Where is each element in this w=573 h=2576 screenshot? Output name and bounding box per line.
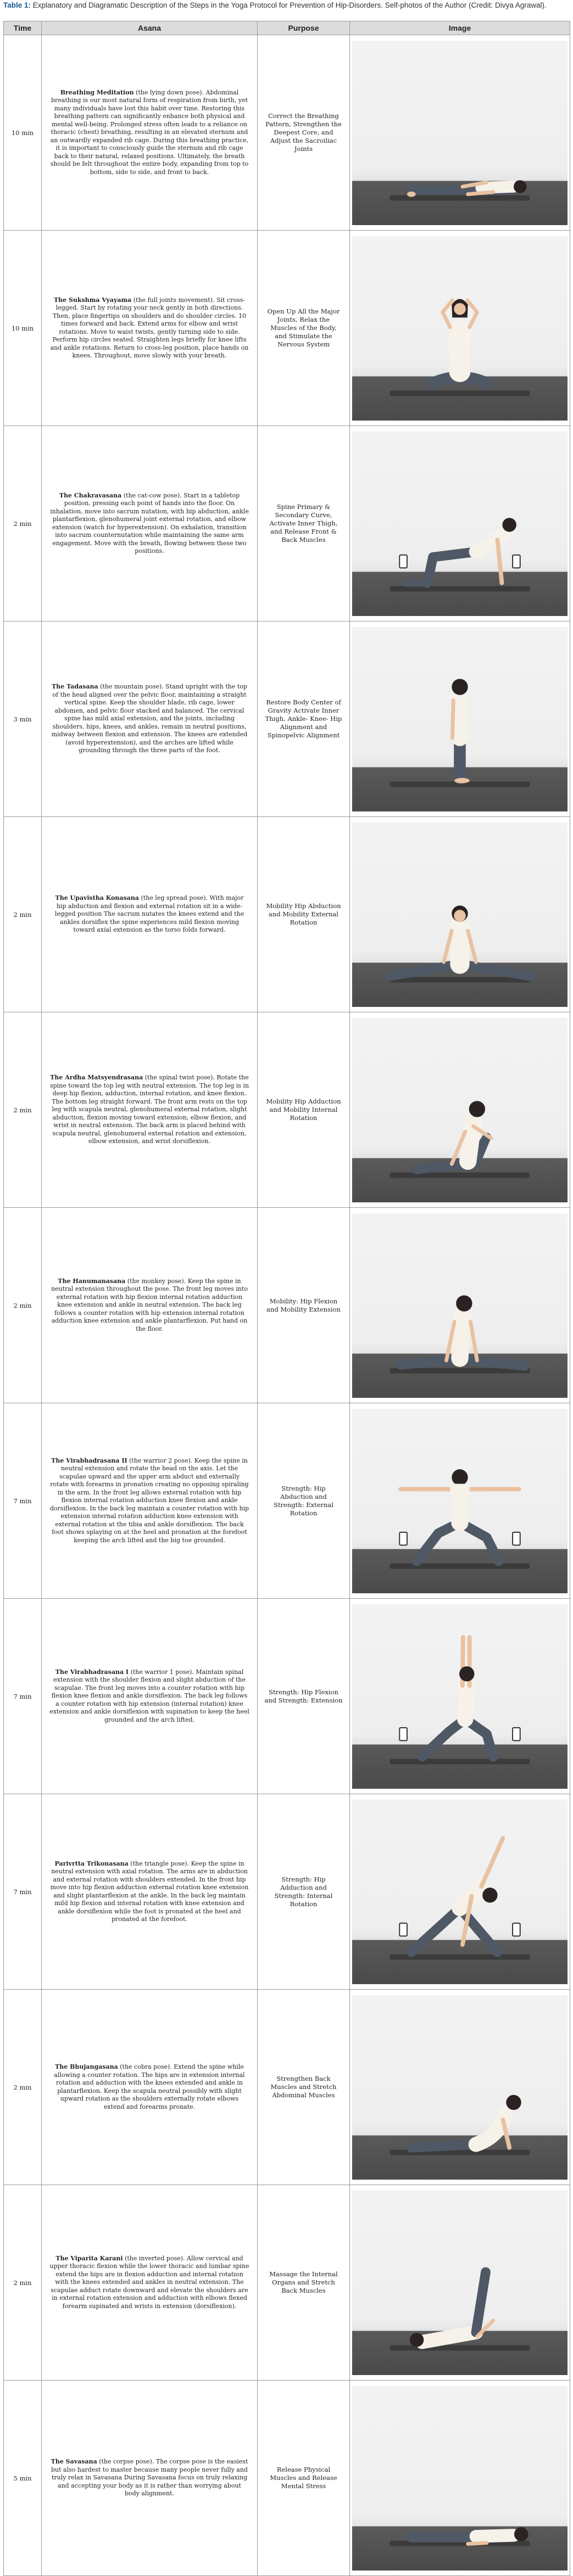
time-cell: 3 min [4,621,42,817]
pose-illustration [352,1409,568,1593]
image-cell [350,231,570,426]
asana-name: The Tadasana [52,683,98,691]
purpose-cell: Strength: Hip Adduction and Strength: Internal Rotation [258,1794,350,1990]
time-cell: 2 min [4,1208,42,1403]
image-cell [350,1990,570,2185]
purpose-cell: Spine Primary & Secondary Curve, Activate Inner Thigh, and Release Front & Back Muscles [258,426,350,621]
asana-name: The Ardha Matsyendrasana [50,1074,143,1082]
asana-name: The Upavistha Konasana [55,894,139,902]
asana-cell [42,2381,258,2576]
asana-name: The Virabhadrasana II [51,1457,127,1464]
table-caption [3,1,569,10]
table-row [4,1794,570,1990]
asana-name: Breathing Meditation [60,88,134,96]
asana-cell [42,1794,258,1990]
asana-description: (the leg spread pose). With major hip abduction and flexion and external rotation sit in a wide-legged position The sacrum nutates the knees extend and the ankles dorsiflex the spine experiences mild flexion moving toward axial extension as the torso folds forward. [54,894,244,934]
purpose-cell: Release Physical Muscles and Release Mental Stress [258,2381,350,2576]
time-cell: 7 min [4,1794,42,1990]
purpose-cell: Mobility Hip Adduction and Mobility Internal Rotation [258,1012,350,1208]
time-cell: 5 min [4,2381,42,2576]
pose-illustration [352,2191,568,2375]
column-header-purpose: Purpose [258,21,350,35]
time-cell: 10 min [4,231,42,426]
table-row [4,2185,570,2381]
purpose-cell: Correct the Breathing Pattern, Strengthen the Deepest Core, and Adjust the Sacroiliac Joints [258,35,350,231]
image-cell [350,1403,570,1599]
pose-photo [352,627,568,811]
image-cell [350,426,570,621]
yoga-protocol-table [3,21,570,2576]
table-row [4,1990,570,2185]
asana-cell [42,2185,258,2381]
asana-cell [42,1403,258,1599]
time-cell: 2 min [4,1012,42,1208]
pose-photo [352,1213,568,1398]
table-row [4,1599,570,1794]
asana-cell [42,1990,258,2185]
pose-photo [352,1800,568,1984]
purpose-cell: Restore Body Center of Gravity Activate Inner Thigh, Ankle- Knee- Hip Alignment and Spinopelvic Alignment [258,621,350,817]
time-cell: 10 min [4,35,42,231]
time-cell: 7 min [4,1599,42,1794]
asana-cell [42,426,258,621]
asana-description: (the lying down pose). Abdominal breathing is our most natural form of respiration from birth, yet many individuals have lost this habit over time. Restoring this breathing pattern can significantly enhance both physical and mental well-being. Prolonged stress often leads to a reliance on thoracic (chest) breathing, resulting in an elevated sternum and an outwardly expanded rib cage. During this breathing practice, it is important to consciously guide the sternum and rib cage back to their natural, relaxed positions. Ultimately, the breath should be felt throughout the entire body, expanding from top to bottom, side to side, and front to back. [50,88,249,176]
image-cell [350,2185,570,2381]
image-cell [350,2381,570,2576]
asana-cell [42,1012,258,1208]
image-cell [350,1794,570,1990]
table-row [4,1208,570,1403]
table-row [4,35,570,231]
asana-name: The Bhujangasana [55,2063,118,2070]
purpose-cell: Strength: Hip Abduction and Strength: External Rotation [258,1403,350,1599]
pose-illustration [352,2386,568,2571]
time-cell: 2 min [4,817,42,1012]
asana-description: (the corpse pose). The corpse pose is the easiest but also hardest to master because many people never fully and truly relax in Savasana During Savasana focus on truly relaxing and accepting your body as it is rather than worrying about body alignment. [51,2458,248,2497]
pose-photo [352,236,568,421]
asana-cell [42,35,258,231]
pose-photo [352,1604,568,1789]
image-cell [350,1208,570,1403]
pose-photo [352,822,568,1007]
pose-photo [352,2386,568,2571]
table-row [4,621,570,817]
image-cell [350,1599,570,1794]
table-row [4,1403,570,1599]
table-row [4,817,570,1012]
asana-description: (the full joints movement). Sit cross-legged. Start by rotating your neck gently in both directions. Then, place fingertips on shoulders and do shoulder circles. 10 times forward and back. Extend arms for elbow and wrist rotations. Move to waist twists, gently turning side to side. Perform hip circles seated. Straighten legs briefly for knee lifts and ankle rotations. Return to cross-leg position, place hands on knees. Throughout, move slowly with your breath. [50,296,249,359]
pose-photo [352,432,568,616]
pose-illustration [352,236,568,421]
pose-photo [352,1018,568,1202]
table-row [4,1012,570,1208]
purpose-cell: Massage the Internal Organs and Stretch Back Muscles [258,2185,350,2381]
pose-illustration [352,432,568,616]
purpose-cell: Mobility Hip Abduction and Mobility External Rotation [258,817,350,1012]
asana-description: (the mountain pose). Stand upright with the top of the head aligned over the pelvic floor, maintaining a straight vertical spine. Keep the shoulder blade, rib cage, lower abdomen, and pelvic floor stacked and balanced. The cervical spine has mild axial extension, and the joints, including shoulders, hips, knees, and ankles, remain in neutral positions, midway between flexion and extension. The knees are extended (avoid hyperextension), and the arches are lifted while grounding through the three parts of the foot. [51,683,248,754]
image-cell [350,35,570,231]
asana-description: (the cobra pose). Extend the spine while allowing a counter rotation. The hips are in extension internal rotation and adduction with the knees extended and ankle in plantarflexion. Keep the scapula neutral possibly with slight upward rotation as the shoulders externally rotate elbows extend and forearms pronate. [54,2063,245,2110]
image-cell [350,1012,570,1208]
pose-photo [352,41,568,225]
asana-description: (the inverted pose). Allow cervical and upper thoracic flexion while the lower thoracic and lumbar spine extend the hips are in flexion adduction and internal rotation with the knees extended and ankles in neutral extension. The scapulae adduct rotate downward and elevate the shoulders are in external rotation extension and adduction with elbows flexed forearm supinated and wrists in extension (dorsiflexion). [49,2254,249,2310]
asana-description: (the warrior 1 pose). Maintain spinal extension with the shoulder flexion and slight abduction of the scapulae. The front leg moves into a counter rotation with hip flexion knee flexion and ankle dorsiflexion. The back leg follows a counter rotation with hip extension (internal rotation) knee extension and ankle dorsiflexion with supination to keep the heel grounded and the arch lifted. [49,1668,249,1723]
time-cell: 2 min [4,426,42,621]
pose-illustration [352,1604,568,1789]
asana-cell [42,231,258,426]
pose-illustration [352,1213,568,1398]
purpose-cell: Open Up All the Major Joints, Relax the Muscles of the Body, and Stimulate the Nervous System [258,231,350,426]
table-row [4,2381,570,2576]
asana-description: (the cat-cow pose). Start in a tabletop position, pressing each point of hands into the floor. On inhalation, move into sacrum nutation, with hip abduction, ankle plantarflexion, glenohumeral joint external rotation, and elbow extension (watch for hyperextension). On exhalation, transition into sacrum counternutation while maintaining the same arm engagement. Move with the breath, flowing between these two positions. [50,491,249,555]
asana-name: The Chakravasana [59,491,122,499]
purpose-cell: Strength: Hip Flexion and Strength: Extension [258,1599,350,1794]
asana-name: The Sukshma Vyayama [54,296,132,304]
column-header-asana: Asana [42,21,258,35]
table-caption-text: Explanatory and Diagramatic Description of the Steps in the Yoga Protocol for Prevention of Hip-Disorders. Self-photos of the Author (Credit: Divya Agrawal). [31,1,547,9]
table-row [4,231,570,426]
asana-description: (the warrior 2 pose). Keep the spine in neutral extension and rotate the head on the axis. Let the scapulae upward and the upper arm abduct and externally rotate with forearms in pronation creating no opposing spiraling in the arm. In the front leg allows external rotation with hip flexion internal rotation adduction knee flexion and ankle dorsiflexion. In the back leg maintain a counter rotation with hip extension internal rotation adduction knee extension with external rotation at the tibia and ankle dorsiflexion. The back foot shows splaying on at the heel and pronation at the forefoot keeping the arch lifted and the big toe grounded. [49,1457,249,1544]
pose-illustration [352,1995,568,2180]
pose-illustration [352,627,568,811]
asana-description: (the triangle pose). Keep the spine in neutral extension with axial rotation. The arms are in abduction and external rotation with shoulders extended. In the front hip move into hip flexion adduction external rotation knee extension and slight plantarflexion at the ankle. In the back leg maintain mild hip flexion and internal rotation with knee extension and ankle dorsiflexion while the foot is pronated at the heel and pronated at the forefoot. [50,1860,249,1923]
pose-photo [352,2191,568,2375]
asana-cell [42,817,258,1012]
purpose-cell: Mobility: Hip Flexion and Mobility Extension [258,1208,350,1403]
pose-photo [352,1995,568,2180]
table-label: Table 1: [3,1,31,9]
image-cell [350,621,570,817]
time-cell: 2 min [4,1990,42,2185]
asana-cell [42,1599,258,1794]
table-row [4,426,570,621]
asana-name: Parivrtta Trikonasana [54,1860,129,1867]
time-cell: 7 min [4,1403,42,1599]
image-cell [350,817,570,1012]
pose-illustration [352,1800,568,1984]
column-header-time: Time [4,21,42,35]
asana-name: The Virabhadrasana I [55,1668,129,1676]
asana-description: (the spinal twist pose). Rotate the spine toward the top leg with neutral extension. The top leg is in deep hip flexion, adduction, internal rotation, and knee flexion. The bottom leg straight forward. The front arm rests on the top leg with scapula neutral, glenohumeral external rotation, slight abduction, flexion moving toward extension, elbow flexion, and wrist in neutral extension. The back arm is placed behind with scapula neutral, glenohumeral external rotation and extension, elbow extension, and wrist dorsiflexion. [49,1074,249,1145]
asana-description: (the monkey pose). Keep the spine in neutral extension throughout the pose. The front leg moves into external rotation with hip flexion internal rotation adduction knee extension and ankle in neutral extension. The back leg follows a counter rotation with hip extension internal rotation adduction knee extension and ankle plantarflexion. Put hand on the floor. [51,1277,248,1332]
table-header-row [4,21,570,35]
asana-name: The Viparita Karani [55,2254,123,2262]
asana-cell [42,621,258,817]
column-header-image: Image [350,21,570,35]
asana-cell [42,1208,258,1403]
asana-name: The Hanumanasana [58,1277,126,1285]
purpose-cell: Strengthen Back Muscles and Stretch Abdominal Muscles [258,1990,350,2185]
pose-illustration [352,822,568,1007]
pose-illustration [352,41,568,225]
asana-name: The Savasana [51,2458,97,2466]
time-cell: 2 min [4,2185,42,2381]
pose-photo [352,1409,568,1593]
pose-illustration [352,1018,568,1202]
